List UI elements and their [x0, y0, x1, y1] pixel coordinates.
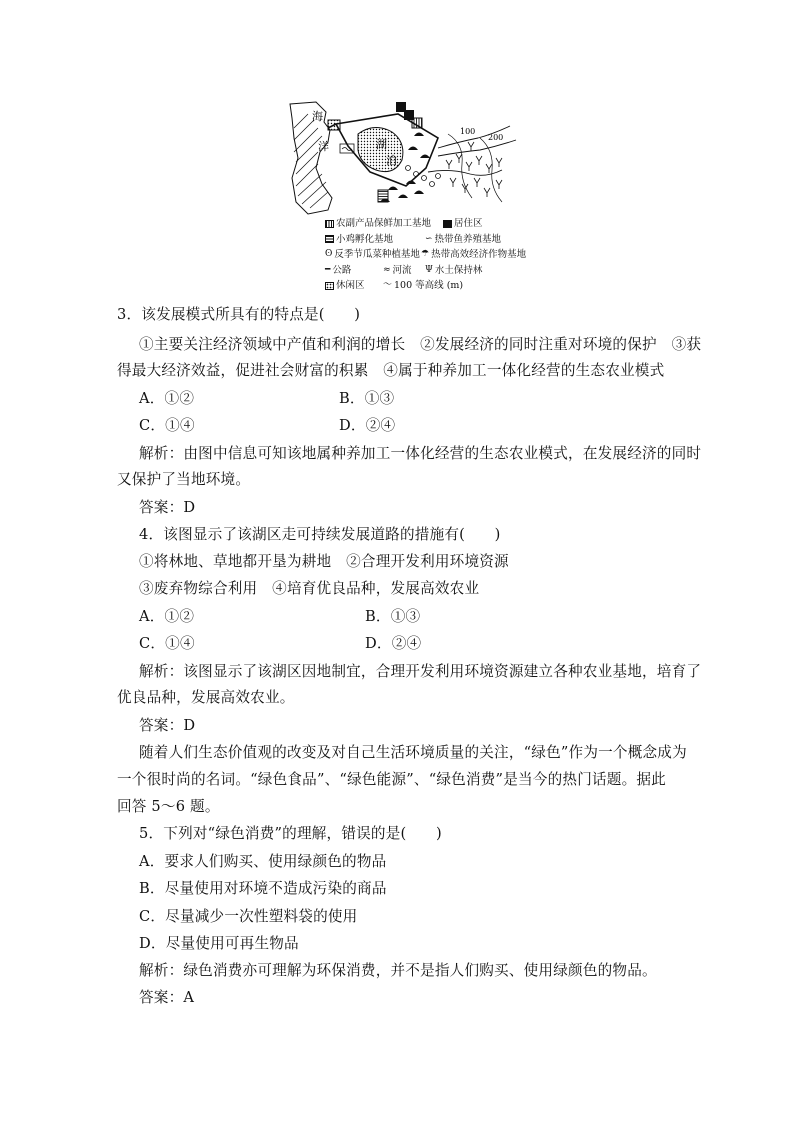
- legend-item: [443, 216, 483, 232]
- legend-item: [421, 247, 526, 263]
- legend-label: 热带高效经济作物基地: [431, 249, 527, 260]
- horizontal-hatch-icon: [325, 235, 334, 243]
- q4-option-a: A．①②: [139, 608, 195, 625]
- legend-row: [325, 247, 555, 263]
- fish-icon: ∽: [425, 233, 433, 244]
- q3-analysis-cont: 又保护了当地环境。: [117, 471, 251, 488]
- legend-row: [325, 278, 555, 294]
- q4-stem: 4．该图显示了该湖区走可持续发展道路的措施有( ): [139, 526, 501, 543]
- legend-label: 休闲区: [336, 280, 365, 291]
- q4-analysis: 解析：该图显示了该湖区因地制宜，合理开发利用环境资源建立各种农业基地，培育了: [139, 663, 702, 680]
- lake-label-1: 湖: [376, 138, 387, 151]
- map-drawing: [288, 98, 538, 218]
- q3-analysis: 解析：由图中信息可知该地属种养加工一体化经营的生态农业模式，在发展经济的同时: [139, 445, 702, 462]
- legend-item: [325, 247, 420, 263]
- q3-statement-line: 得最大经济效益，促进社会财富的积累 ④属于种养加工一体化经营的生态农业模式: [117, 362, 665, 379]
- legend-label: 小鸡孵化基地: [336, 233, 394, 245]
- q4-statement-line: ①将林地、草地都开垦为耕地 ②合理开发利用环境资源: [139, 553, 509, 570]
- q5-option-a: A．要求人们购买、使用绿颜色的物品: [139, 853, 387, 870]
- q4-option-d: D．②④: [365, 635, 422, 652]
- legend-label: 居住区: [454, 218, 483, 229]
- intro-paragraph-cont: 回答 5～6 题。: [117, 798, 220, 815]
- contour-100-label: 100: [460, 127, 476, 136]
- intro-paragraph-cont: 一个很时尚的名词。“绿色食品”、“绿色能源”、“绿色消费”是当今的热门话题。据此: [117, 771, 666, 788]
- legend-item: [325, 263, 351, 279]
- q5-option-c: C．尽量减少一次性塑料袋的使用: [139, 908, 358, 925]
- black-square-icon: [443, 220, 452, 228]
- sea-label-1: 海: [312, 110, 323, 123]
- forest-icon: Ψ: [425, 264, 433, 275]
- legend-label: 公路: [332, 264, 352, 276]
- river-3: [428, 170, 502, 175]
- q3-option-a: A．①②: [139, 390, 195, 407]
- legend-label: 水土保持林: [434, 264, 483, 276]
- legend-item: [383, 263, 412, 279]
- legend-label: 农副产品保鲜加工基地: [336, 218, 432, 229]
- q5-option-b: B．尽量使用对环境不造成污染的商品: [139, 880, 387, 897]
- legend-item: [325, 278, 365, 294]
- sea-hatching: [294, 114, 328, 208]
- q4-answer: 答案：D: [139, 717, 196, 734]
- road-line-icon: ━: [325, 264, 331, 275]
- processing-base: [412, 118, 422, 128]
- q5-answer: 答案：A: [139, 989, 195, 1006]
- q5-stem: 5．下列对“绿色消费”的理解，错误的是( ): [139, 825, 442, 842]
- q4-statement-line: ③废弃物综合利用 ④培育优良品种，发展高效农业: [139, 580, 480, 597]
- lake-label-2: 泊: [386, 154, 397, 167]
- contour-line-icon: 〜: [383, 280, 393, 291]
- dotted-square-icon: [325, 282, 334, 290]
- legend-label: 100 等高线 (m): [394, 280, 464, 291]
- q3-option-b: B．①③: [339, 390, 395, 407]
- legend-row: [325, 263, 555, 279]
- q4-option-b: B．①③: [365, 608, 421, 625]
- q3-answer: 答案：D: [139, 499, 196, 516]
- legend-label: 热带鱼养殖基地: [434, 233, 502, 245]
- legend-item: [425, 232, 501, 248]
- legend-item: [383, 278, 463, 294]
- q3-option-d: D．②④: [339, 417, 396, 434]
- vertical-hatch-icon: [325, 220, 334, 228]
- river-icon: ≈: [383, 264, 391, 275]
- leisure-area: [328, 120, 340, 130]
- melon-icon: ʘ: [325, 249, 333, 260]
- q5-analysis: 解析：绿色消费亦可理解为环保消费，并不是指人们购买、使用绿颜色的物品。: [139, 962, 657, 979]
- legend-item: [325, 216, 431, 232]
- q3-statement-line: ①主要关注经济领域中产值和利润的增长 ②发展经济的同时注重对环境的保护 ③获: [139, 336, 702, 353]
- legend-item: [325, 232, 393, 248]
- legend-label: 反季节瓜菜种植基地: [334, 249, 420, 260]
- map-legend: [325, 216, 555, 294]
- sea-label-2: 洋: [318, 140, 329, 153]
- q3-option-c: C．①④: [139, 417, 195, 434]
- legend-row: [325, 216, 555, 232]
- contour-200-label: 200: [488, 133, 504, 142]
- legend-item: [425, 263, 482, 279]
- legend-row: [325, 232, 555, 248]
- q4-analysis-cont: 优良品种，发展高效农业。: [117, 689, 295, 706]
- intro-paragraph: 随着人们生态价值观的改变及对自己生活环境质量的关注，“绿色”作为一个概念成为: [139, 744, 687, 761]
- q4-option-c: C．①④: [139, 635, 195, 652]
- legend-label: 河流: [392, 264, 412, 276]
- river-2: [438, 140, 516, 156]
- q3-stem: 3．该发展模式所具有的特点是( ): [117, 306, 361, 323]
- tree-icon: ☂: [421, 249, 430, 260]
- q5-option-d: D．尽量使用可再生物品: [139, 935, 299, 952]
- coastline: [290, 102, 332, 214]
